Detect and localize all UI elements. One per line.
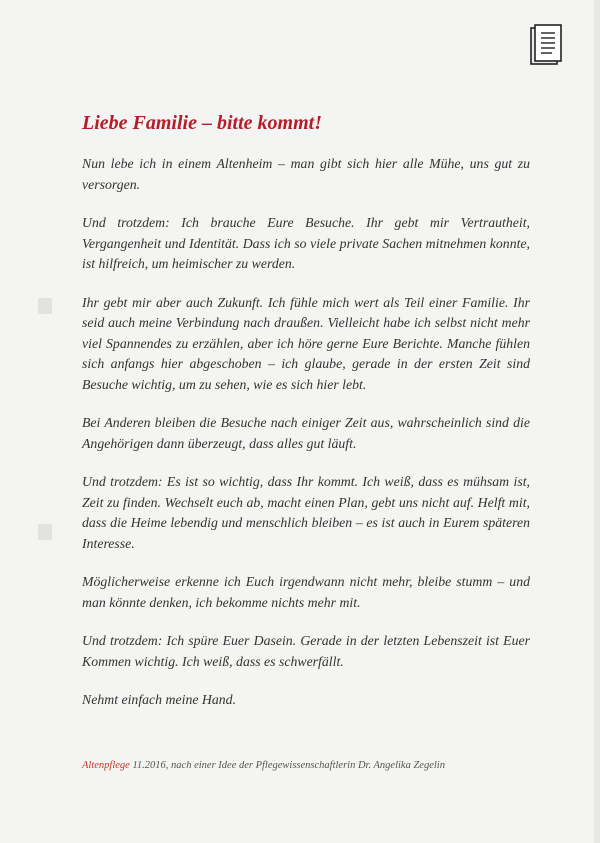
paragraph: Nun lebe ich in einem Altenheim – man gibt sich hier alle Mühe, uns gut zu versorgen. bbox=[82, 156, 530, 192]
page-edge bbox=[594, 0, 600, 843]
letter-content bbox=[82, 112, 530, 729]
punch-hole bbox=[38, 298, 52, 314]
punch-hole bbox=[38, 524, 52, 540]
paragraph: Ihr gebt mir aber auch Zukunft. Ich fühle mich wert als Teil einer Familie. Ihr seid auch meine Verbindung nach draußen. Vielleicht habe ich selbst nicht mehr viel Spannendes zu erzählen, aber ich höre gerne Eure Berichte. Manche fühlen sich anfangs hier abgeschoben – ich glaube, gerade in der ersten Zeit sind Besuche wichtig, um zu sehen, wie es sich hier lebt. bbox=[82, 294, 530, 392]
paragraph: Und trotzdem: Ich brauche Eure Besuche. Ihr gebt mir Vertrautheit, Vergangenheit und Identität. Dass ich so viele private Sachen mitnehmen konnte, ist hilfreich, um heimischer zu werden. bbox=[82, 215, 530, 271]
paragraph: Bei Anderen bleiben die Besuche nach einiger Zeit aus, wahrscheinlich sind die Angehörigen dann überzeugt, dass alles gut läuft. bbox=[82, 415, 530, 451]
document-icon bbox=[530, 24, 564, 68]
source-footer bbox=[82, 760, 542, 771]
paragraph: Und trotzdem: Ich spüre Euer Dasein. Gerade in der letzten Lebenszeit ist Euer Kommen wichtig. Ich weiß, dass es schwerfällt. bbox=[82, 633, 530, 669]
paragraph: Nehmt einfach meine Hand. bbox=[82, 692, 237, 707]
letter-title: Liebe Familie – bitte kommt! bbox=[82, 112, 322, 134]
paragraph: Möglicherweise erkenne ich Euch irgendwann nicht mehr, bleibe stumm – und man könnte denken, ich bekomme nichts mehr mit. bbox=[82, 574, 530, 610]
footer-brand: Altenpflege bbox=[82, 760, 130, 771]
paragraph: Und trotzdem: Es ist so wichtig, dass Ihr kommt. Ich weiß, dass es mühsam ist, Zeit zu finden. Wechselt euch ab, macht einen Plan, gebt uns nicht auf. Helft mit, dass die Heime lebendig und menschlich bleiben – es ist auch in Eurem späteren Interesse. bbox=[82, 474, 530, 551]
footer-text: 11.2016, nach einer Idee der Pflegewissenschaftlerin Dr. Angelika Zegelin bbox=[129, 760, 445, 771]
